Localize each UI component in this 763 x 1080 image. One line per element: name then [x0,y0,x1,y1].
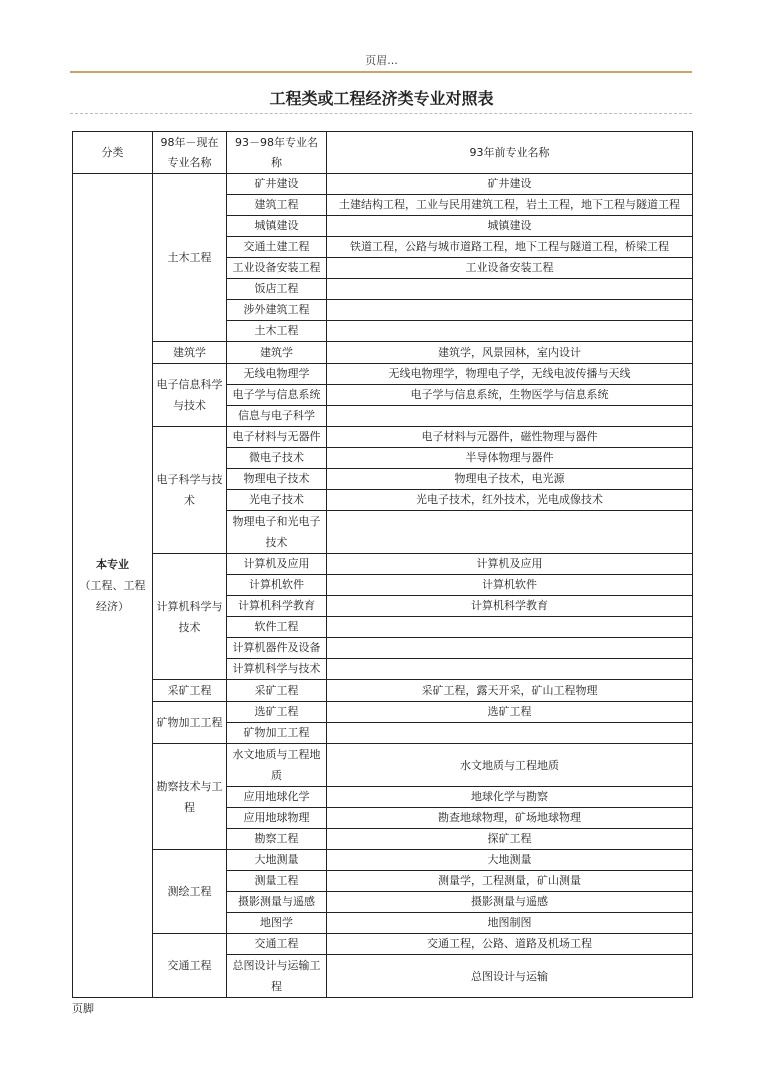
pre93-major-cell [327,659,693,680]
9398-major-name: 电子学与信息系统 [232,388,321,401]
page-header: 页眉... [365,54,398,67]
9398-major-name: 地图学 [260,916,293,929]
9398-major-cell [227,195,327,216]
pre93-major-name: 城镇建设 [487,219,532,232]
9398-major-name: 勘察工程 [254,832,299,845]
category-sub1: （工程、工程 [79,579,146,592]
pre93-major-name: 铁道工程，公路与城市道路工程，地下工程与隧道工程，桥梁工程 [350,240,669,253]
9398-major-cell [227,744,327,787]
9398-major-name: 计算机科学教育 [238,599,315,612]
9398-major-cell [227,659,327,680]
pre93-major-cell [327,617,693,638]
current-major-name: 土木工程 [167,251,212,264]
current-major-cell [153,554,227,680]
9398-major-cell [227,955,327,998]
9398-major-cell [227,448,327,469]
9398-major-name: 城镇建设 [254,219,299,232]
pre93-major-name: 交通工程，公路、道路及机场工程 [427,937,592,950]
9398-major-cell [227,174,327,195]
pre93-major-cell [327,300,693,321]
header-current-line2: 专业名称 [167,155,212,169]
pre93-major-name: 大地测量 [487,853,532,866]
pre93-major-cell [327,406,693,427]
current-major-name: 采矿工程 [167,684,212,697]
pre93-major-name: 选矿工程 [487,705,532,718]
9398-major-name: 建筑学 [260,345,293,359]
pre93-major-name: 总图设计与运输 [471,969,548,983]
header-category [73,132,153,174]
pre93-major-cell [327,850,693,871]
9398-major-name: 微电子技术 [249,451,304,464]
header-pre93-name [327,132,693,174]
table-row [73,554,693,575]
9398-major-name: 工业设备安装工程 [232,261,321,274]
9398-major-name: 应用地球物理 [243,811,310,824]
9398-major-name: 大地测量 [254,853,299,866]
9398-major-cell [227,702,327,723]
9398-major-name: 应用地球化学 [243,790,310,803]
9398-major-cell [227,216,327,237]
table-row [73,744,693,787]
pre93-major-cell [327,174,693,195]
9398-major-cell [227,638,327,659]
pre93-major-cell [327,342,693,364]
9398-major-cell [227,680,327,702]
pre93-major-cell [327,702,693,723]
pre93-major-cell [327,364,693,385]
current-major-cell [153,364,227,427]
9398-major-cell [227,871,327,892]
pre93-major-name: 计算机及应用 [476,557,543,570]
9398-major-cell [227,723,327,744]
pre93-major-name: 土建结构工程，工业与民用建筑工程，岩土工程，地下工程与隧道工程 [339,198,680,211]
header-category-label: 分类 [101,145,124,159]
table-row [73,174,693,195]
pre93-major-name: 探矿工程 [487,832,532,845]
9398-major-cell [227,892,327,913]
pre93-major-name: 摄影测量与遥感 [471,895,548,908]
pre93-major-cell [327,744,693,787]
pre93-major-cell [327,237,693,258]
pre93-major-cell [327,596,693,617]
9398-major-name: 交通工程 [254,937,299,950]
header-9398-name [227,132,327,174]
header-9398-line2: 称 [271,155,282,169]
9398-major-name: 饭店工程 [254,282,299,295]
pre93-major-name: 计算机软件 [482,578,537,591]
pre93-major-name: 勘查地球物理，矿场地球物理 [438,811,581,824]
9398-major-name: 选矿工程 [254,705,299,718]
9398-major-name: 交通土建工程 [243,240,310,253]
current-major-name: 电子信息科学与技术 [156,378,223,412]
9398-major-name: 无线电物理学 [243,367,310,380]
pre93-major-cell [327,469,693,490]
table-row [73,680,693,702]
current-major-name: 勘察技术与工程 [156,779,223,814]
page-footer: 页脚 [72,1002,94,1015]
pre93-major-name: 电子学与信息系统，生物医学与信息系统 [410,388,609,401]
pre93-major-cell [327,427,693,448]
current-major-name: 电子科学与技术 [156,473,223,507]
9398-major-name: 矿井建设 [254,177,299,190]
9398-major-name: 计算机科学与技术 [232,662,321,675]
9398-major-cell [227,617,327,638]
header-pre93-label: 93年前专业名称 [469,145,550,159]
header-current-line1: 98年－现在 [160,135,219,149]
pre93-major-cell [327,955,693,998]
current-major-name: 计算机科学与技术 [156,599,223,634]
9398-major-name: 水文地质与工程地质 [232,748,321,782]
page-title: 工程类或工程经济类专业对照表 [269,89,494,108]
pre93-major-cell [327,554,693,575]
9398-major-name: 软件工程 [254,620,299,633]
current-major-name: 矿物加工工程 [156,716,223,729]
9398-major-cell [227,808,327,829]
current-major-cell [153,680,227,702]
9398-major-cell [227,850,327,871]
pre93-major-name: 采矿工程，露天开采，矿山工程物理 [421,683,598,697]
pre93-major-cell [327,913,693,934]
category-name: 本专业 [96,558,129,571]
pre93-major-cell [327,723,693,744]
9398-major-name: 总图设计与运输工程 [232,959,321,993]
9398-major-name: 信息与电子科学 [238,409,315,422]
pre93-major-cell [327,575,693,596]
pre93-major-name: 物理电子技术，电光源 [454,472,565,485]
current-major-name: 交通工程 [167,959,212,972]
pre93-major-cell [327,680,693,702]
pre93-major-name: 矿井建设 [487,177,532,190]
category-cell [73,174,153,998]
pre93-major-cell [327,829,693,850]
9398-major-cell [227,596,327,617]
pre93-major-name: 计算机科学教育 [471,599,548,612]
9398-major-cell [227,511,327,554]
9398-major-name: 物理电子技术 [243,472,310,485]
current-major-cell [153,934,227,998]
pre93-major-name: 无线电物理学，物理电子学，无线电波传播与天线 [388,367,631,380]
current-major-cell [153,850,227,934]
table-row [73,934,693,955]
header-9398-line1: 93－98年专业名 [235,135,318,149]
9398-major-name: 摄影测量与遥感 [238,895,315,908]
9398-major-cell [227,829,327,850]
current-major-name: 建筑学 [173,346,206,359]
9398-major-cell [227,321,327,342]
current-major-cell [153,427,227,554]
9398-major-name: 测量工程 [254,874,299,887]
9398-major-name: 矿物加工工程 [243,726,310,739]
pre93-major-name: 测量学，工程测量，矿山测量 [438,874,581,887]
current-major-cell [153,174,227,342]
pre93-major-cell [327,871,693,892]
current-major-cell [153,702,227,744]
pre93-major-name: 半导体物理与器件 [465,451,554,464]
9398-major-cell [227,279,327,300]
9398-major-cell [227,913,327,934]
9398-major-cell [227,427,327,448]
pre93-major-name: 地球化学与勘察 [471,790,548,803]
9398-major-cell [227,406,327,427]
9398-major-name: 建筑工程 [254,198,299,211]
pre93-major-cell [327,892,693,913]
table-row [73,364,693,385]
current-major-cell [153,342,227,364]
pre93-major-cell [327,195,693,216]
9398-major-name: 计算机器件及设备 [232,641,321,654]
current-major-name: 测绘工程 [167,885,212,898]
9398-major-name: 土木工程 [254,324,299,337]
9398-major-cell [227,342,327,364]
pre93-major-cell [327,385,693,406]
9398-major-name: 光电子技术 [249,493,304,506]
pre93-major-name: 工业设备安装工程 [465,261,554,274]
pre93-major-cell [327,934,693,955]
9398-major-name: 涉外建筑工程 [243,303,310,316]
major-comparison-table [72,131,693,998]
title-divider [70,113,692,114]
9398-major-cell [227,787,327,808]
table-row [73,702,693,723]
table-row [73,342,693,364]
9398-major-name: 采矿工程 [254,683,299,697]
9398-major-cell [227,364,327,385]
9398-major-cell [227,300,327,321]
9398-major-cell [227,469,327,490]
pre93-major-name: 水文地质与工程地质 [460,758,559,772]
pre93-major-cell [327,511,693,554]
9398-major-cell [227,385,327,406]
pre93-major-cell [327,490,693,511]
pre93-major-cell [327,321,693,342]
pre93-major-cell [327,279,693,300]
9398-major-cell [227,490,327,511]
table-row [73,427,693,448]
9398-major-cell [227,237,327,258]
pre93-major-cell [327,638,693,659]
table-header-row [73,132,693,174]
9398-major-name: 电子材料与无器件 [232,430,321,443]
9398-major-cell [227,575,327,596]
pre93-major-cell [327,448,693,469]
category-sub2: 经济） [96,600,129,613]
9398-major-name: 计算机软件 [249,578,304,591]
pre93-major-cell [327,216,693,237]
9398-major-cell [227,258,327,279]
table-row [73,850,693,871]
pre93-major-name: 电子材料与元器件，磁性物理与器件 [421,430,598,443]
9398-major-cell [227,934,327,955]
header-current-name [153,132,227,174]
current-major-cell [153,744,227,850]
pre93-major-cell [327,808,693,829]
pre93-major-name: 建筑学，风景园林，室内设计 [438,345,581,359]
9398-major-cell [227,554,327,575]
9398-major-name: 计算机及应用 [243,557,310,570]
pre93-major-cell [327,258,693,279]
pre93-major-name: 地图制图 [487,916,532,929]
pre93-major-cell [327,787,693,808]
pre93-major-name: 光电子技术，红外技术，光电成像技术 [416,493,603,506]
header-divider [70,71,692,73]
9398-major-name: 物理电子和光电子技术 [232,515,321,549]
